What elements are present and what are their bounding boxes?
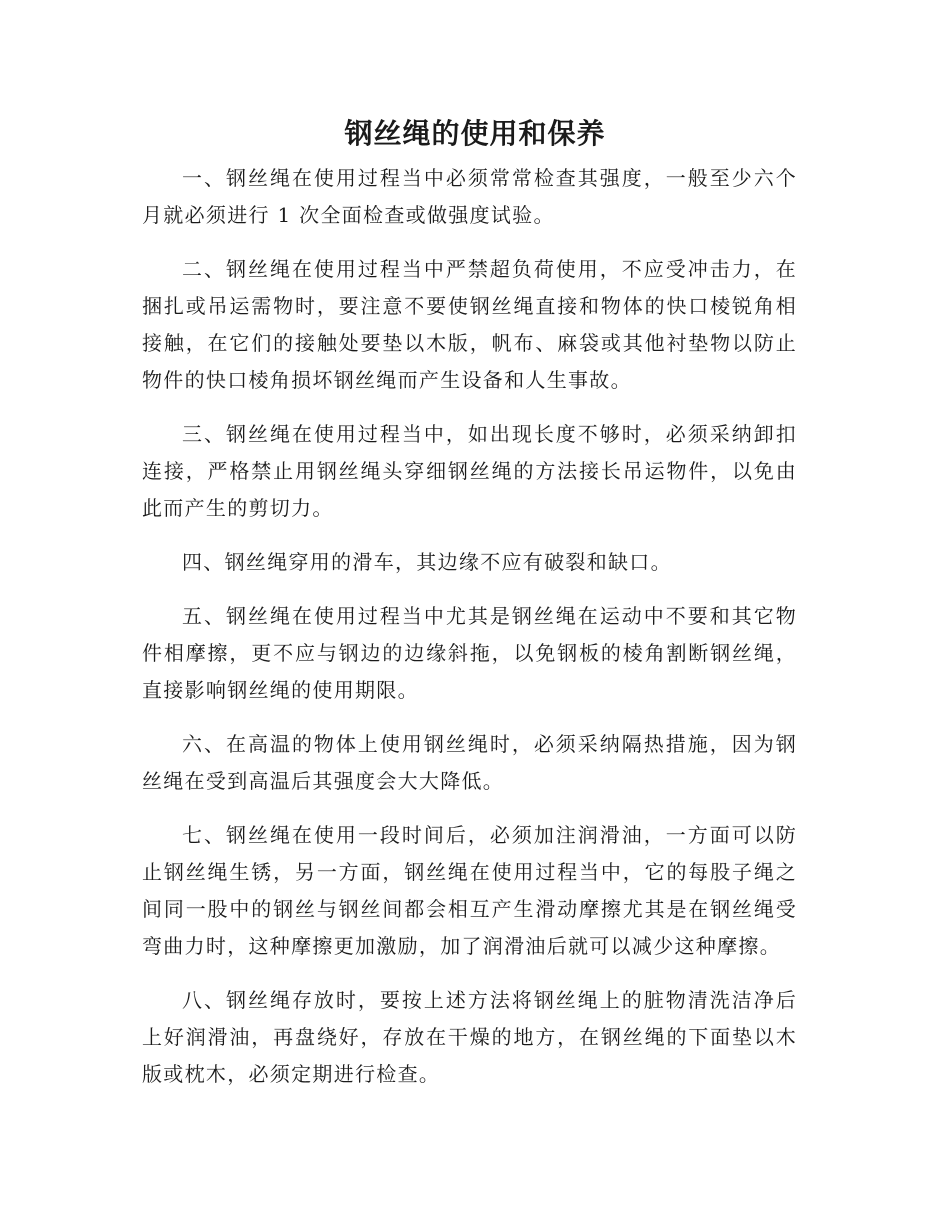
paragraph-1: 一、钢丝绳在使用过程当中必须常常检查其强度，一般至少六个月就必须进行 1 次全面检查或做强度试验。 xyxy=(142,166,797,227)
paragraph-8: 八、钢丝绳存放时，要按上述方法将钢丝绳上的脏物清洗洁净后上好润滑油，再盘绕好，存放在干燥的地方，在钢丝绳的下面垫以木版或枕木，必须定期进行检查。 xyxy=(142,988,797,1086)
paragraph-5: 五、钢丝绳在使用过程当中尤其是钢丝绳在运动中不要和其它物件相摩擦，更不应与钢边的边缘斜拖，以免钢板的棱角割断钢丝绳，直接影响钢丝绳的使用期限。 xyxy=(142,604,797,702)
document-body xyxy=(142,160,797,1110)
paragraph-4: 四、钢丝绳穿用的滑车，其边缘不应有破裂和缺口。 xyxy=(182,550,672,574)
paragraph-3: 三、钢丝绳在使用过程当中，如出现长度不够时，必须采纳卸扣连接，严格禁止用钢丝绳头穿细钢丝绳的方法接长吊运物件，以免由此而产生的剪切力。 xyxy=(142,422,797,520)
paragraph-2: 二、钢丝绳在使用过程当中严禁超负荷使用，不应受冲击力，在捆扎或吊运需物时，要注意不要使钢丝绳直接和物体的快口棱锐角相接触，在它们的接触处要垫以木版，帆布、麻袋或其他衬垫物以防止物件的快口棱角损坏钢丝绳而产生设备和人生事故。 xyxy=(142,257,797,392)
paragraph-6: 六、在高温的物体上使用钢丝绳时，必须采纳隔热措施，因为钢丝绳在受到高温后其强度会大大降低。 xyxy=(142,732,797,793)
document-title: 钢丝绳的使用和保养 xyxy=(344,117,606,150)
paragraph-7: 七、钢丝绳在使用一段时间后，必须加注润滑油，一方面可以防止钢丝绳生锈，另一方面，钢丝绳在使用过程当中，它的每股子绳之间同一股中的钢丝与钢丝间都会相互产生滑动摩擦尤其是在钢丝绳受弯曲力时，这种摩擦更加激励，加了润滑油后就可以减少这种摩擦。 xyxy=(142,823,797,958)
